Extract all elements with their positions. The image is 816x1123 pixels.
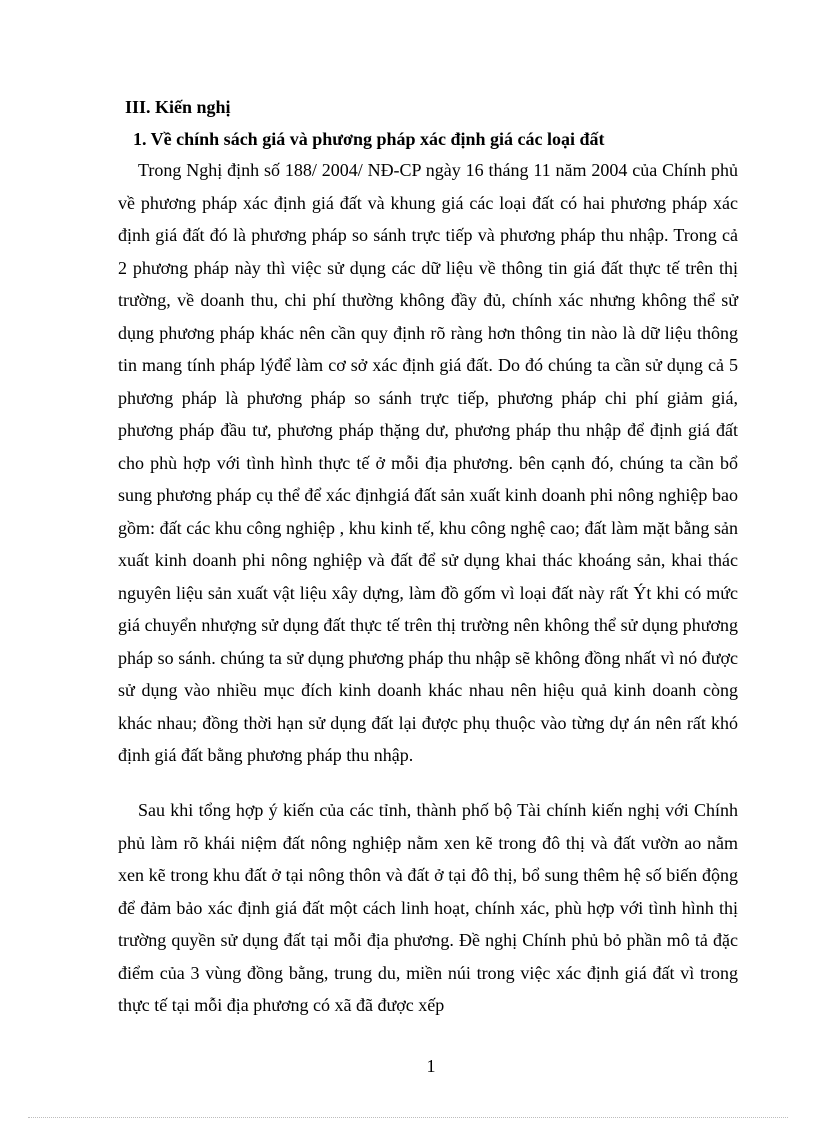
paragraph: Trong Nghị định số 188/ 2004/ NĐ-CP ngày 16 tháng 11 năm 2004 của Chính phủ về phương pháp xác định giá đất và khung giá các loại đất có hai phương pháp xác định giá đất đó là phương pháp so sánh trực tiếp và phương pháp thu nhập. Trong cả 2 phương pháp này thì việc sử dụng các dữ liệu về thông tin giá đất thực tế trên thị trường, về doanh thu, chi phí thường không đầy đủ, chính xác nhưng không thể sử dụng phương pháp khác nên cần quy định rõ ràng hơn thông tin nào là dữ liệu thông tin mang tính pháp lýđể làm cơ sở xác định giá đất. Do đó chúng ta cần sử dụng cả 5 phương pháp là phương pháp so sánh trực tiếp, phương pháp chi phí giảm giá, phương pháp đầu tư, phương pháp thặng dư, phương pháp thu nhập để định giá đất cho phù hợp với tình hình thực tế ở mỗi địa phương. bên cạnh đó, chúng ta cần bổ sung phương pháp cụ thể để xác địnhgiá đất sản xuất kinh doanh phi nông nghiệp bao gồm: đất các khu công nghiệp , khu kinh tế, khu công nghệ cao; đất làm mặt bằng sản xuất kinh doanh phi nông nghiệp và đất để sử dụng khai thác khoáng sản, khai thác nguyên liệu sản xuất vật liệu xây dựng, làm đồ gốm vì loại đất này rất Ýt khi có mức giá chuyển nhượng sử dụng đất thực tế trên thị trường nên không thể sử dụng phương pháp so sánh. chúng ta sử dụng phương pháp thu nhập sẽ không đồng nhất vì nó được sử dụng vào nhiều mục đích kinh doanh khác nhau nên hiệu quả kinh doanh còng khác nhau; đồng thời hạn sử dụng đất lại được phụ thuộc vào từng dự án nên rất khó định giá đất bằng phương pháp thu nhập.	[118, 160, 738, 765]
subheading: 1. Về chính sách giá và phương pháp xác định giá các loại đất	[133, 129, 605, 149]
page-number: 1	[426, 1056, 436, 1076]
section-heading: III. Kiến nghị	[125, 97, 231, 117]
paragraph: Sau khi tổng hợp ý kiến của các tỉnh, thành phố bộ Tài chính kiến nghị với Chính phủ làm rõ khái niệm đất nông nghiệp nằm xen kẽ trong đô thị và đất vườn ao nằm xen kẽ trong khu đất ở tại nông thôn và đất ở tại đô thị, bổ sung thêm hệ số biến động để đảm bảo xác định giá đất một cách linh hoạt, chính xác, phù hợp với tình hình thị trường quyền sử dụng đất tại mỗi địa phương. Đề nghị Chính phủ bỏ phần mô tả đặc điểm của 3 vùng đồng bằng, trung du, miền núi trong việc xác định giá đất vì trong thực tế tại mỗi địa phương có xã đã được xếp	[118, 800, 738, 1015]
page-bottom-divider	[28, 1117, 788, 1118]
